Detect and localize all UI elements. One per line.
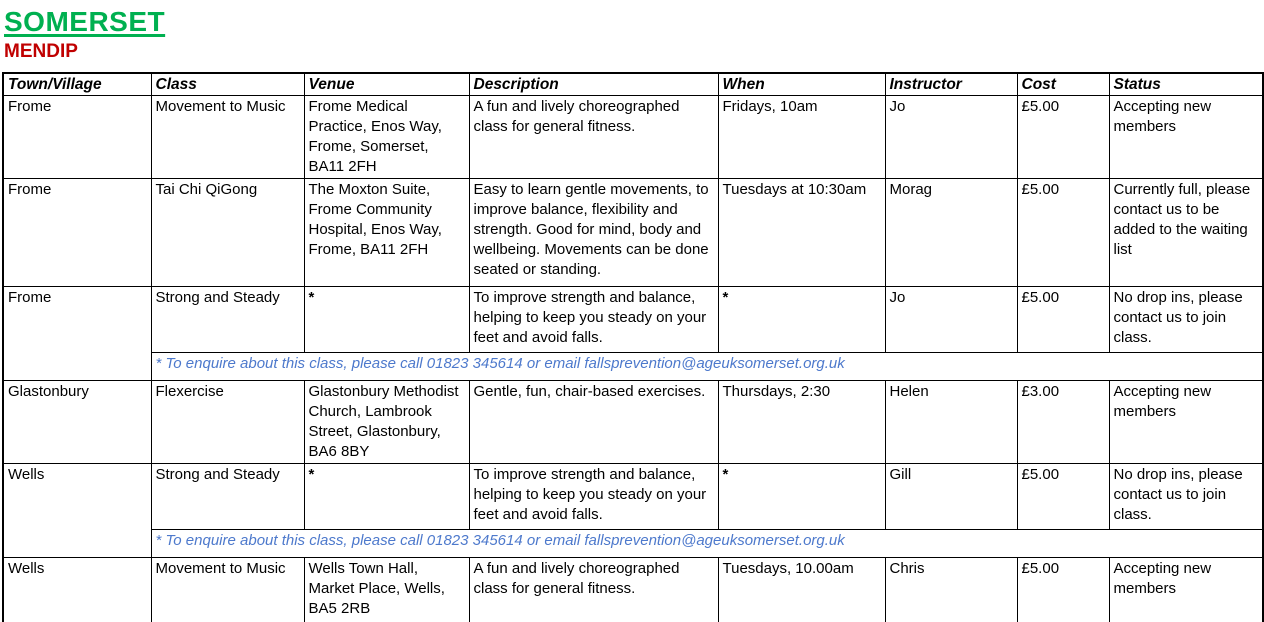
cell-class: Movement to Music (151, 96, 304, 179)
cell-cost: £5.00 (1017, 464, 1109, 530)
cell-when-asterisk: * (718, 464, 885, 530)
cell-town: Glastonbury (3, 381, 151, 464)
cell-venue: The Moxton Suite, Frome Community Hospital, Enos Way, Frome, BA11 2FH (304, 179, 469, 287)
enquiry-footnote: * To enquire about this class, please call 01823 345614 or email fallsprevention@ageuksomerset.org.uk (151, 530, 1263, 558)
page-title: SOMERSET (4, 6, 166, 37)
cell-status: Accepting new members (1109, 558, 1263, 622)
table-row (3, 558, 1263, 622)
cell-venue: Frome Medical Practice, Enos Way, Frome, Somerset, BA11 2FH (304, 96, 469, 179)
col-header-class: Class (151, 73, 304, 96)
cell-town: Frome (3, 96, 151, 179)
cell-class: Strong and Steady (151, 287, 304, 353)
cell-town: Frome (3, 287, 151, 381)
cell-description: Gentle, fun, chair-based exercises. (469, 381, 718, 464)
cell-status: Accepting new members (1109, 381, 1263, 464)
cell-description: Easy to learn gentle movements, to improve balance, flexibility and strength. Good for mind, body and wellbeing. Movements can be done seated or standing. (469, 179, 718, 287)
cell-when-asterisk: * (718, 287, 885, 353)
col-header-when: When (718, 73, 885, 96)
cell-status: No drop ins, please contact us to join class. (1109, 464, 1263, 530)
cell-cost: £5.00 (1017, 96, 1109, 179)
classes-table (2, 72, 1264, 622)
cell-when: Fridays, 10am (718, 96, 885, 179)
cell-instructor: Morag (885, 179, 1017, 287)
cell-town: Frome (3, 179, 151, 287)
cell-status: Accepting new members (1109, 96, 1263, 179)
cell-venue-asterisk: * (304, 287, 469, 353)
table-row (3, 96, 1263, 179)
cell-instructor: Jo (885, 96, 1017, 179)
cell-cost: £5.00 (1017, 287, 1109, 353)
cell-cost: £3.00 (1017, 381, 1109, 464)
cell-description: A fun and lively choreographed class for general fitness. (469, 558, 718, 622)
cell-description: A fun and lively choreographed class for general fitness. (469, 96, 718, 179)
col-header-venue: Venue (304, 73, 469, 96)
table-row (3, 287, 1263, 353)
cell-town: Wells (3, 464, 151, 558)
cell-when: Tuesdays at 10:30am (718, 179, 885, 287)
footnote-row (3, 353, 1263, 381)
cell-class: Tai Chi QiGong (151, 179, 304, 287)
cell-when: Tuesdays, 10.00am (718, 558, 885, 622)
cell-description: To improve strength and balance, helping to keep you steady on your feet and avoid falls. (469, 464, 718, 530)
table-row (3, 464, 1263, 530)
footnote-row (3, 530, 1263, 558)
table-row (3, 179, 1263, 287)
col-header-cost: Cost (1017, 73, 1109, 96)
cell-instructor: Helen (885, 381, 1017, 464)
cell-class: Movement to Music (151, 558, 304, 622)
col-header-description: Description (469, 73, 718, 96)
cell-town: Wells (3, 558, 151, 622)
header-row (3, 73, 1263, 96)
cell-venue-asterisk: * (304, 464, 469, 530)
cell-venue: Glastonbury Methodist Church, Lambrook Street, Glastonbury, BA6 8BY (304, 381, 469, 464)
cell-status: No drop ins, please contact us to join class. (1109, 287, 1263, 353)
cell-cost: £5.00 (1017, 558, 1109, 622)
cell-description: To improve strength and balance, helping to keep you steady on your feet and avoid falls. (469, 287, 718, 353)
page-subtitle: MENDIP (4, 41, 78, 62)
cell-status: Currently full, please contact us to be added to the waiting list (1109, 179, 1263, 287)
enquiry-footnote: * To enquire about this class, please call 01823 345614 or email fallsprevention@ageuksomerset.org.uk (151, 353, 1263, 381)
col-header-town-village: Town/Village (3, 73, 151, 96)
cell-when: Thursdays, 2:30 (718, 381, 885, 464)
col-header-instructor: Instructor (885, 73, 1017, 96)
col-header-status: Status (1109, 73, 1263, 96)
table-row (3, 381, 1263, 464)
cell-instructor: Gill (885, 464, 1017, 530)
cell-venue: Wells Town Hall, Market Place, Wells, BA5 2RB (304, 558, 469, 622)
cell-class: Flexercise (151, 381, 304, 464)
cell-class: Strong and Steady (151, 464, 304, 530)
cell-instructor: Chris (885, 558, 1017, 622)
cell-instructor: Jo (885, 287, 1017, 353)
cell-cost: £5.00 (1017, 179, 1109, 287)
